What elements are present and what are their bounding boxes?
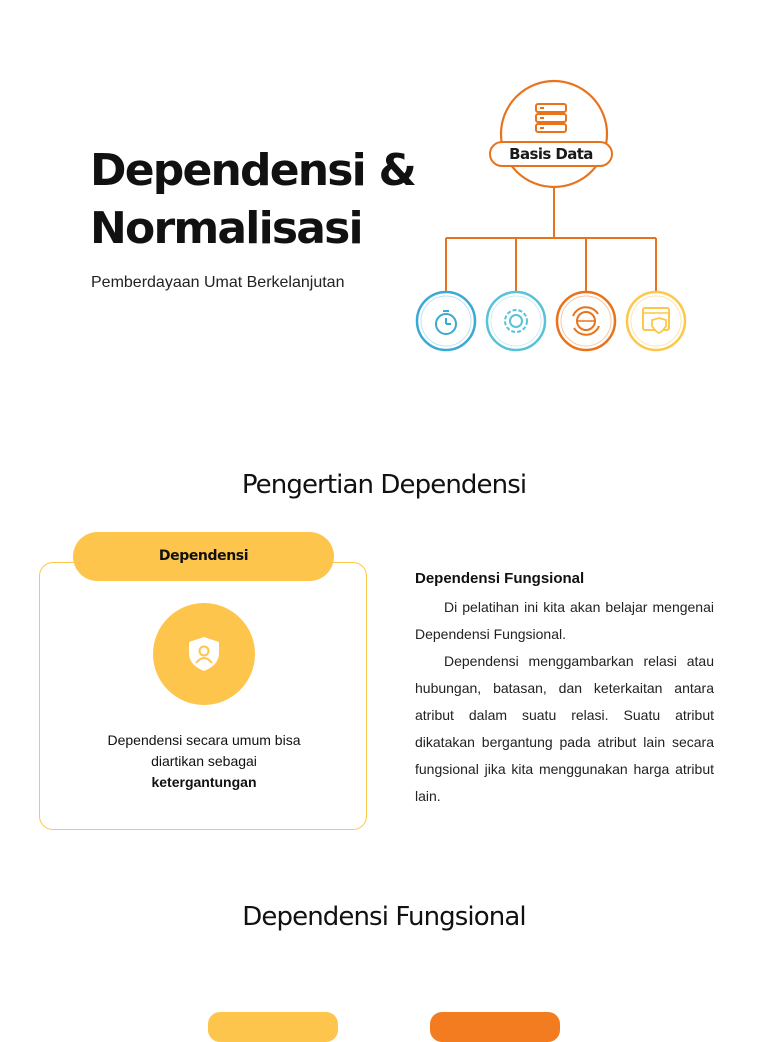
bottom-tab-orange	[430, 1012, 560, 1042]
definition-paragraph-2: Dependensi menggambarkan relasi atau hubungan, batasan, dan keterkaitan antara atribut dalam suatu relasi. Suatu atribut dikatakan bergantung pada atribut lain secara fungsional jika kita menggunakan harga atribut lain.	[415, 653, 714, 804]
gear-icon	[487, 292, 545, 350]
definition-body	[415, 594, 714, 810]
diagram-connectors	[446, 186, 656, 292]
page-title-line1: Dependensi &	[90, 145, 416, 196]
globe-refresh-icon	[557, 292, 615, 350]
page-title-line2: Normalisasi	[90, 203, 362, 254]
card-description-text: Dependensi secara umum bisa diartikan sebagai	[107, 732, 301, 769]
database-circle	[501, 81, 607, 187]
page-subtitle: Pemberdayaan Umat Berkelanjutan	[91, 274, 345, 291]
page-title	[90, 142, 415, 258]
card-description	[100, 730, 308, 793]
stopwatch-icon	[417, 292, 475, 350]
card-tab-label: Dependensi	[73, 532, 334, 581]
card-description-bold: ketergantungan	[151, 774, 257, 790]
database-diagram	[410, 76, 700, 362]
bottom-tab-yellow	[208, 1012, 338, 1042]
section-title-fungsional: Dependensi Fungsional	[242, 902, 526, 932]
section-title-pengertian: Pengertian Dependensi	[241, 470, 527, 500]
shield-user-icon	[186, 635, 222, 673]
browser-shield-icon	[627, 292, 685, 350]
definition-title: Dependensi Fungsional	[415, 570, 585, 587]
database-label: Basis Data	[509, 145, 593, 163]
card-icon-circle	[153, 603, 255, 705]
definition-paragraph-1: Di pelatihan ini kita akan belajar mengenai Dependensi Fungsional.	[415, 599, 714, 642]
